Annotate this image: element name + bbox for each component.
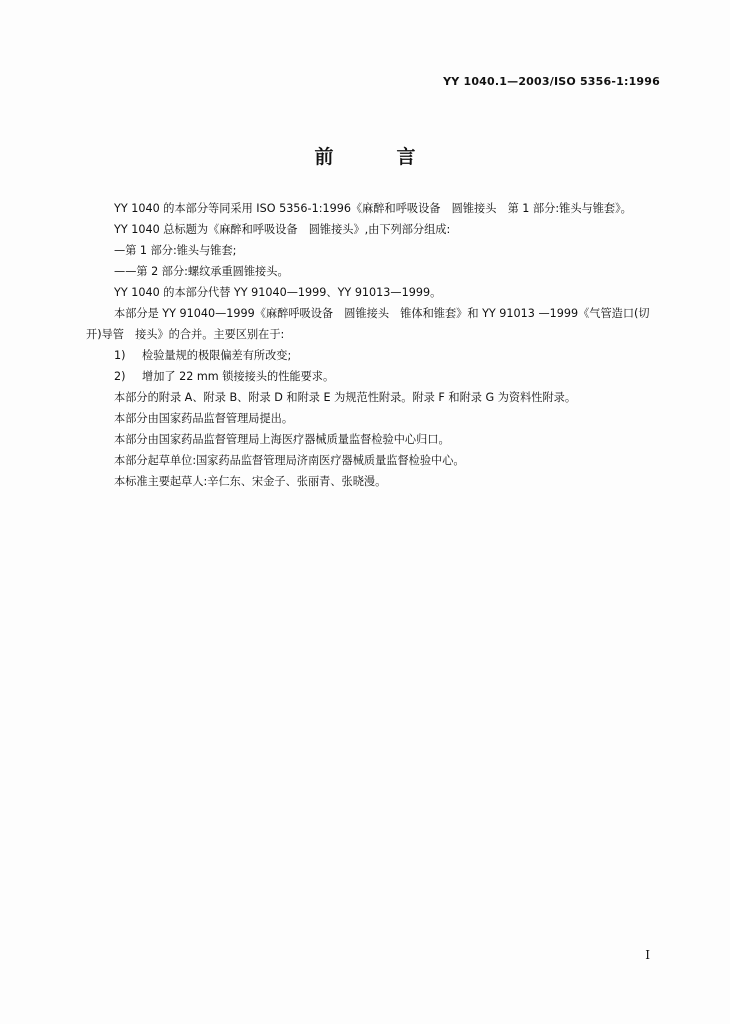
foreword-body	[86, 198, 661, 492]
list-item-1-text: 检验量规的极限偏差有所改变;	[142, 349, 292, 362]
paragraph-responsible: 本部分由国家药品监督管理局上海医疗器械质量监督检验中心归口。	[114, 433, 450, 446]
list-item-1-number: 1)	[114, 349, 126, 362]
part-2-line: ——第 2 部分:螺纹承重圆锥接头。	[114, 265, 289, 278]
list-item-2-text: 增加了 22 mm 锁接接头的性能要求。	[142, 370, 335, 383]
paragraph-annexes: 本部分的附录 A、附录 B、附录 D 和附录 E 为规范性附录。附录 F 和附录 G 为资料性附录。	[114, 391, 577, 404]
paragraph-proposed-by: 本部分由国家药品监督管理局提出。	[114, 412, 294, 425]
paragraph-merge: 本部分是 YY 91040—1999《麻醉呼吸设备 圆锥接头 锥体和锥套》和 YY 91013 —1999《气管造口(切开)导管 接头》的合并。主要区别在于:	[86, 307, 650, 341]
page-title: 前 言	[314, 146, 438, 168]
paragraph-general-title: YY 1040 总标题为《麻醉和呼吸设备 圆锥接头》,由下列部分组成:	[114, 223, 451, 236]
list-item-2-number: 2)	[114, 370, 126, 383]
page-number: I	[645, 948, 650, 962]
list-item-1	[86, 345, 661, 366]
list-item-2	[86, 366, 661, 387]
paragraph-drafting-unit: 本部分起草单位:国家药品监督管理局济南医疗器械质量监督检验中心。	[114, 454, 465, 467]
standard-code-header: YY 1040.1—2003/ISO 5356-1:1996	[443, 75, 660, 88]
paragraph-replaces: YY 1040 的本部分代替 YY 91040—1999、YY 91013—1999。	[114, 286, 442, 299]
paragraph-drafters: 本标准主要起草人:辛仁东、宋金子、张丽青、张晓漫。	[114, 475, 387, 488]
paragraph-adoption: YY 1040 的本部分等同采用 ISO 5356-1:1996《麻醉和呼吸设备 圆锥接头 第 1 部分:锥头与锥套》。	[114, 202, 632, 215]
part-1-line: —第 1 部分:锥头与锥套;	[114, 244, 237, 257]
